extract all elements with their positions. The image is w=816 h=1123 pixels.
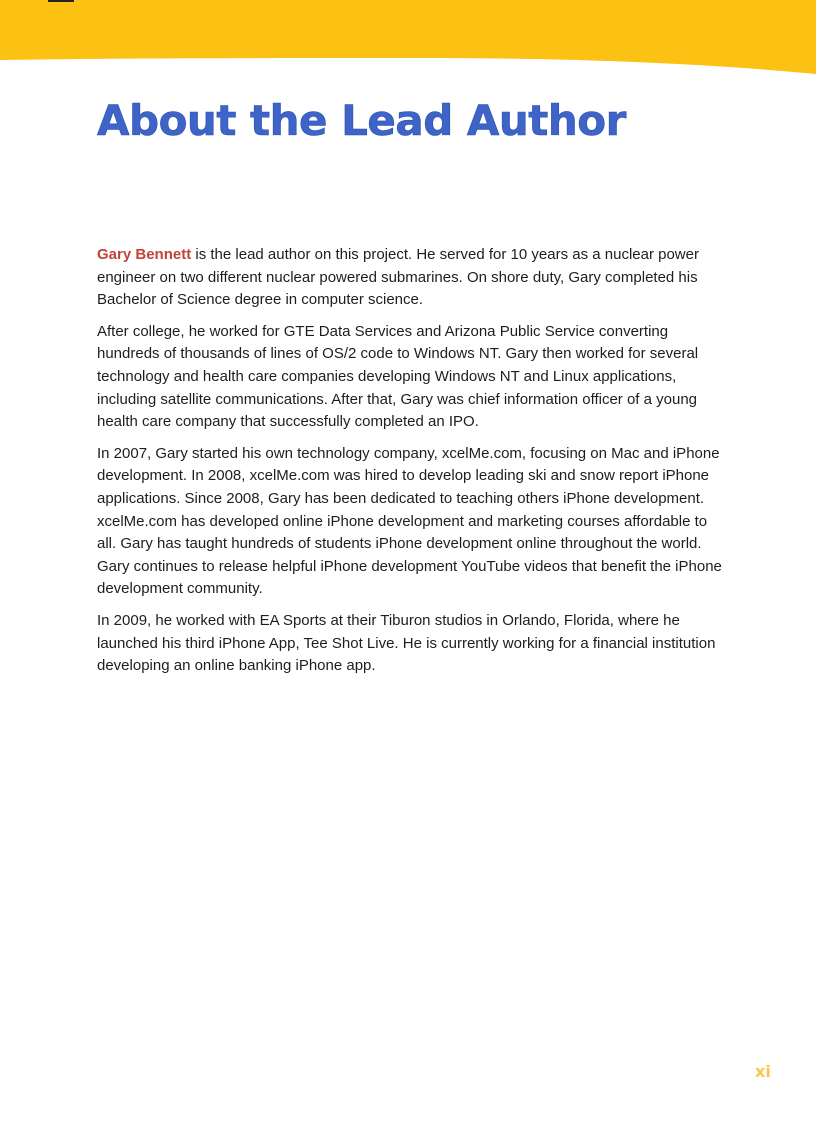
paragraph-2: After college, he worked for GTE Data Services and Arizona Public Service converting hundreds of thousands of lines of OS/2 code to Windows NT. Gary then worked for several technology and health care companies developing Windows NT and Linux applications, including satellite communications. After that, Gary was chief information officer of a young health care company that successfully completed an IPO. — [97, 322, 699, 431]
crop-mark — [48, 0, 74, 2]
body-text — [97, 244, 727, 687]
paragraph-1 — [97, 244, 727, 312]
page-title: About the Lead Author — [97, 96, 626, 145]
paragraph-4: In 2009, he worked with EA Sports at their Tiburon studios in Orlando, Florida, where he launched his third iPhone App, Tee Shot Live. He is currently working for a financial institution developing an online banking iPhone app. — [97, 611, 716, 675]
page-number: xi — [755, 1062, 771, 1081]
header-band — [0, 0, 816, 80]
header-wave-shape — [0, 0, 816, 74]
author-name: Gary Bennett — [97, 246, 192, 263]
header-wave-graphic — [0, 0, 816, 80]
paragraph-3: In 2007, Gary started his own technology company, xcelMe.com, focusing on Mac and iPhone development. In 2008, xcelMe.com was hired to develop leading ski and snow report iPhone applications. Since 2008, Gary has been dedicated to teaching others iPhone development. xcelMe.com has developed online iPhone development and marketing courses affordable to all. Gary has taught hundreds of students iPhone development online throughout the world. Gary continues to release helpful iPhone development YouTube videos that benefit the iPhone development community. — [97, 444, 722, 598]
paragraph-1-text: is the lead author on this project. He served for 10 years as a nuclear power engineer on two different nuclear powered submarines. On shore duty, Gary completed his Bachelor of Science degree in computer science. — [97, 246, 699, 309]
